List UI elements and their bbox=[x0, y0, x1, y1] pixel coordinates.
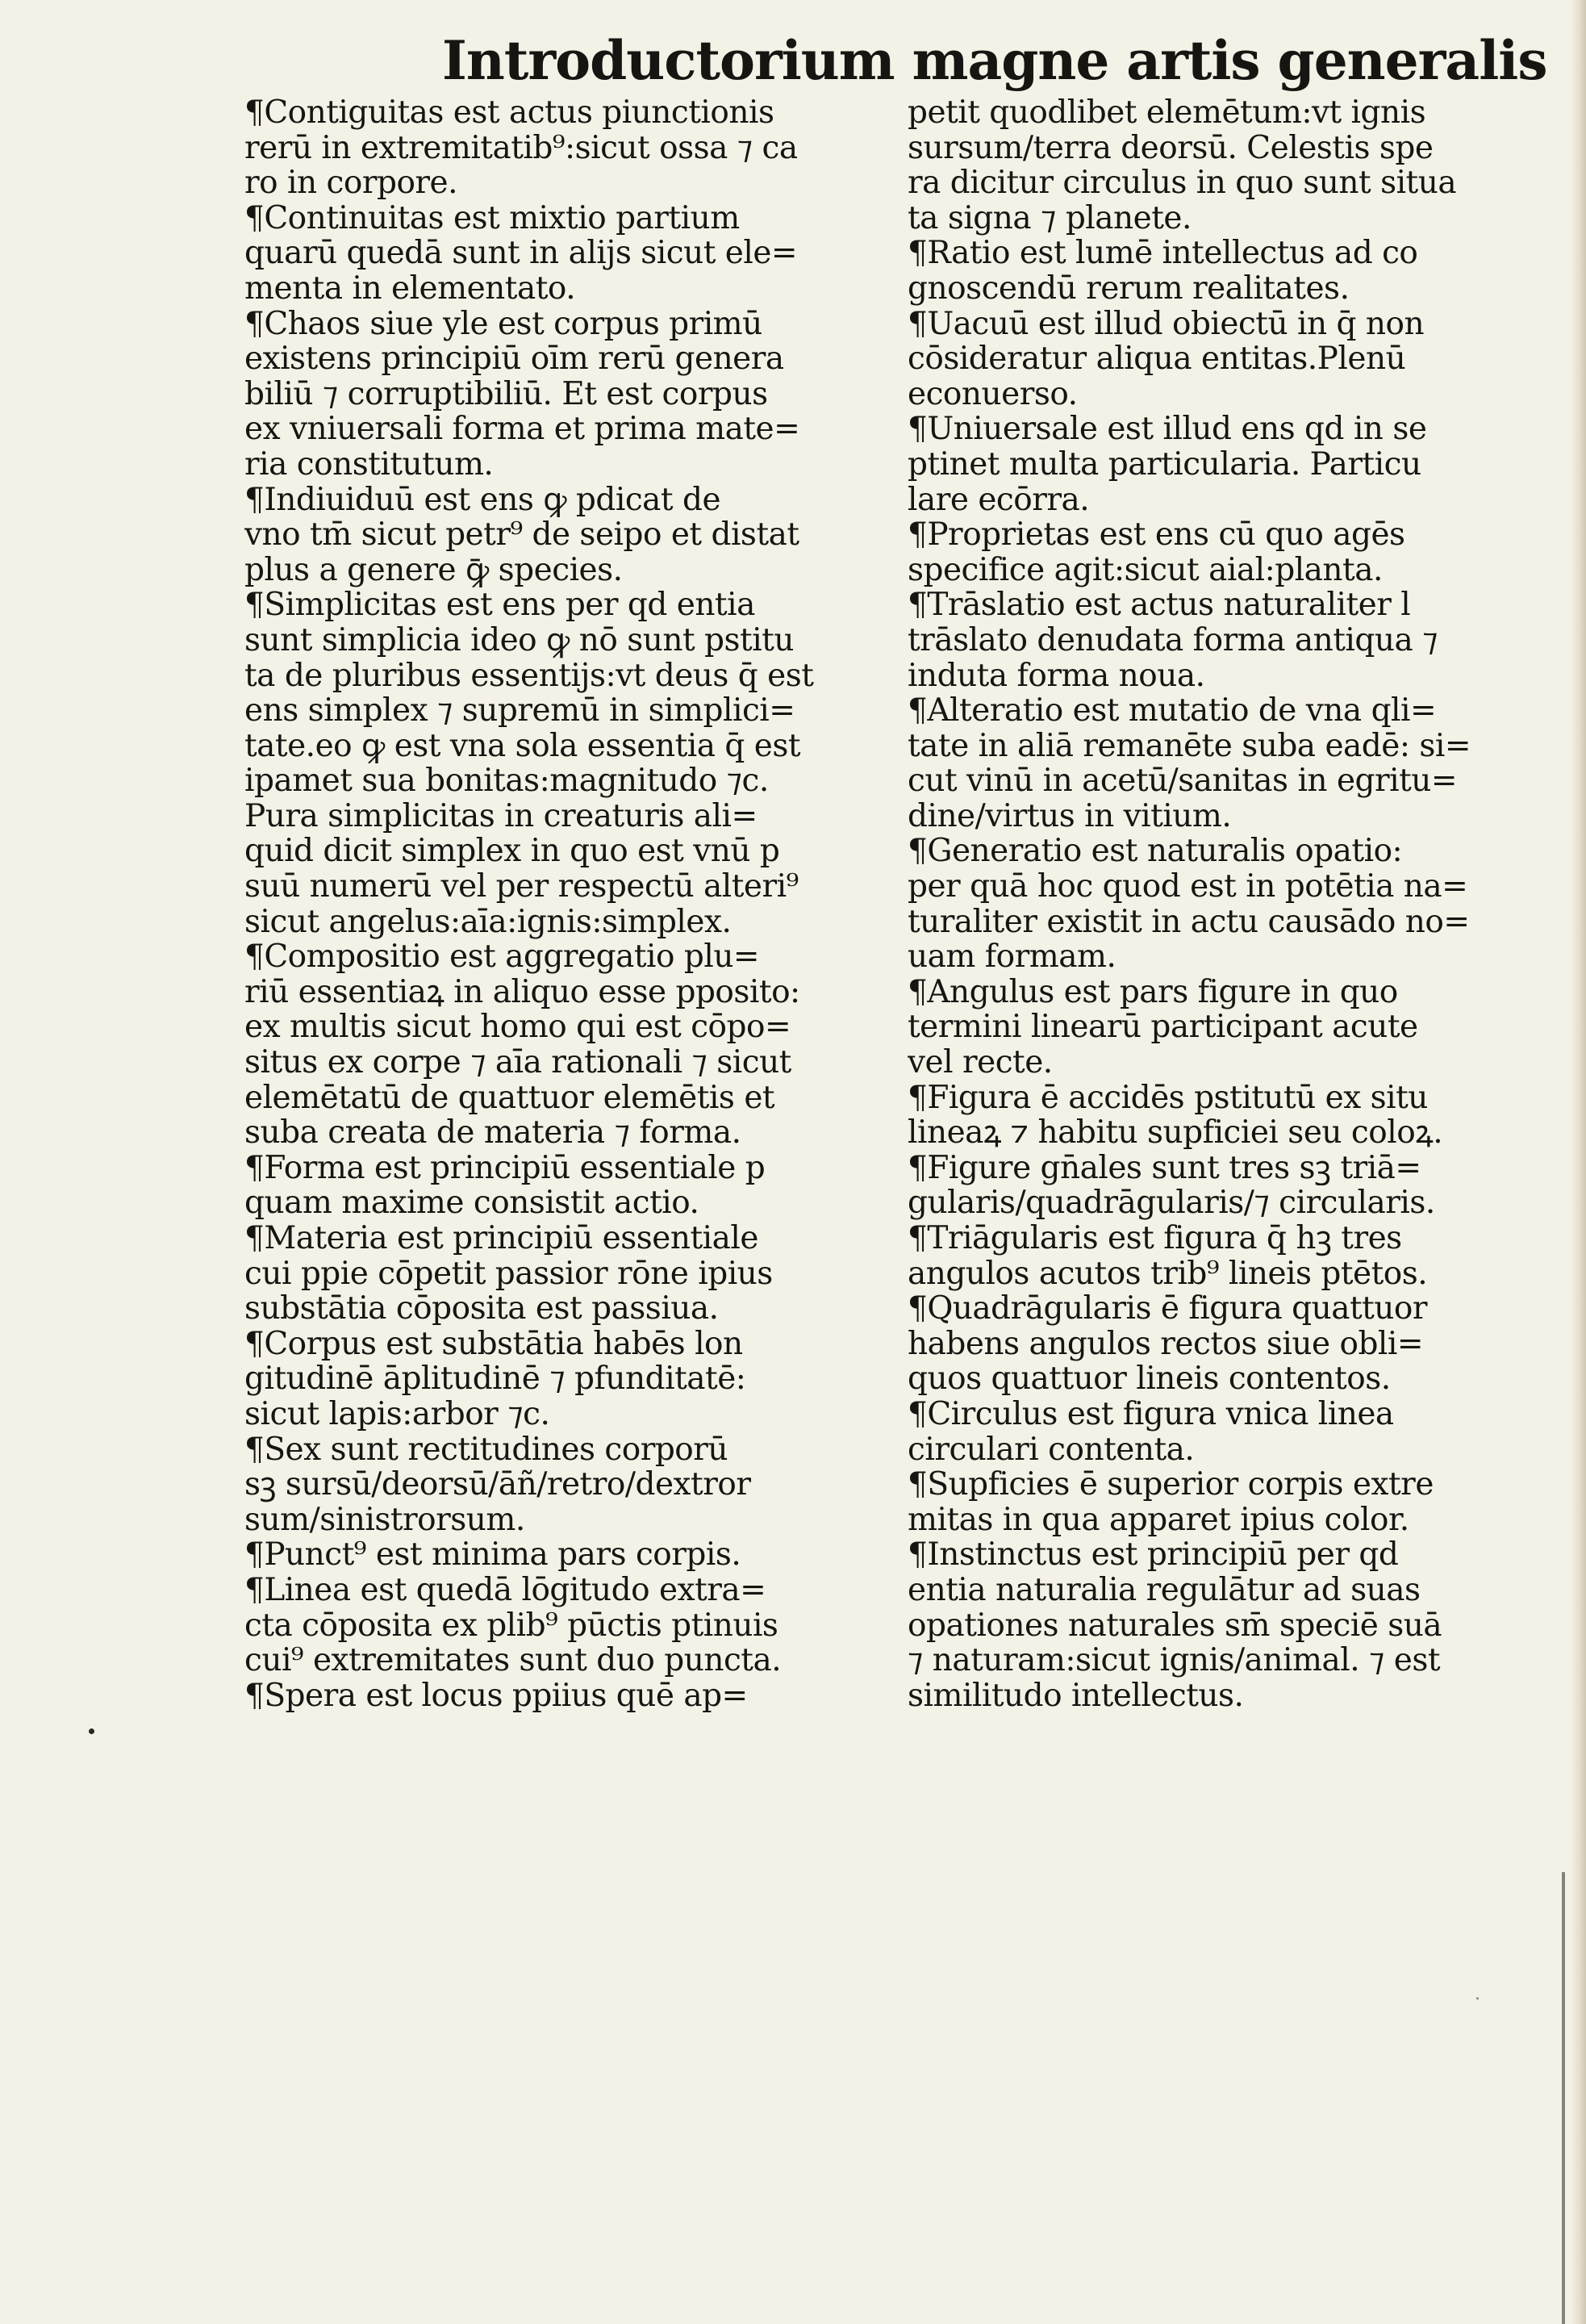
text-line: tate.eo ꝙ est vna sola essentia q̄ est bbox=[244, 728, 801, 764]
text-line: ¶Forma est principiū essentiale p bbox=[244, 1150, 766, 1186]
text-line: ta de pluribus essentijs:vt deus q̄ est bbox=[244, 658, 814, 694]
text-line: lineaꝝ ⁊ habitu supficiei seu coloꝝ. bbox=[908, 1115, 1443, 1151]
text-line: cui ppie cōpetit passior rōne ipius bbox=[244, 1256, 773, 1292]
text-line: ex vniuersali forma et prima mate= bbox=[244, 412, 800, 447]
text-line: ipamet sua bonitas:magnitudo ⁊c. bbox=[244, 763, 769, 799]
text-line: riū essentiaꝝ in aliquo esse pposito: bbox=[244, 974, 800, 1010]
text-line: opationes naturales sm̄ speciē suā bbox=[908, 1607, 1442, 1644]
text-line: ¶Figura ē accidēs pstitutū ex situ bbox=[908, 1080, 1428, 1116]
text-line: quos quattuor lineis contentos. bbox=[908, 1361, 1391, 1397]
text-line: ¶Generatio est naturalis opatio: bbox=[908, 834, 1403, 870]
text-line: ptinet multa particularia. Particu bbox=[908, 446, 1421, 483]
text-line: mitas in qua apparet ipius color. bbox=[908, 1502, 1409, 1538]
text-line: plus a genere ꝙ̄ species. bbox=[244, 552, 623, 588]
text-line: ¶Chaos siue yle est corpus primū bbox=[244, 306, 762, 342]
text-line: rerū in extremitatib⁹:sicut ossa ⁊ ca bbox=[244, 130, 798, 166]
text-line: ¶Instinctus est principiū per qd̄ bbox=[908, 1537, 1399, 1573]
text-line: vel recte. bbox=[908, 1045, 1053, 1080]
text-line: lare ecōrra. bbox=[908, 482, 1090, 518]
text-line: ex multis sicut homo qui est cōpo= bbox=[244, 1009, 791, 1046]
text-line: sicut lapis:arbor ⁊c. bbox=[244, 1396, 550, 1432]
text-line: ro in corpore. bbox=[244, 165, 458, 201]
text-line: similitudo intellectus. bbox=[908, 1678, 1244, 1714]
text-line: ¶Triāgularis est figura q̄ hꝫ tres bbox=[908, 1221, 1402, 1256]
left-column bbox=[244, 95, 890, 1713]
text-line: cut vinū in acetū/sanitas in egritu= bbox=[908, 763, 1458, 799]
text-line: uam formam. bbox=[908, 939, 1116, 975]
text-line: ⁊ naturam:sicut ignis/animal. ⁊ est bbox=[908, 1643, 1441, 1678]
text-line: sꝫ sursū/deorsū/āñ/retro/dextror bbox=[244, 1467, 751, 1503]
text-line: menta in elementato. bbox=[244, 270, 576, 307]
text-line: existens principiū oīm rerū genera bbox=[244, 341, 784, 377]
text-line: ¶Linea est quedā lōgitudo extra= bbox=[244, 1572, 766, 1608]
text-line: ¶Punct⁹ est minima pars corpis. bbox=[244, 1537, 741, 1573]
text-line: suū numerū vel per respectū alteri⁹ bbox=[244, 869, 799, 905]
text-line: tate in aliā remanēte suba eadē: si= bbox=[908, 728, 1471, 764]
ink-speck bbox=[1476, 1997, 1479, 2000]
text-line: econuerso. bbox=[908, 376, 1078, 412]
ink-speck bbox=[89, 1728, 94, 1734]
text-line: quam maxime consistit actio. bbox=[244, 1185, 699, 1221]
text-line: ¶Compositio est aggregatio plu= bbox=[244, 939, 760, 975]
text-line: ¶Uacuū est illud obiectū in q̄ non bbox=[908, 306, 1425, 342]
text-line: circulari contenta. bbox=[908, 1432, 1195, 1468]
text-line: gularis/quadrāgularis/⁊ circularis. bbox=[908, 1185, 1435, 1221]
text-line: cta cōposita ex plib⁹ pūctis ptinuis bbox=[244, 1607, 778, 1644]
text-line: ¶Continuitas est mixtio partium bbox=[244, 200, 740, 236]
text-line: per quā hoc quod est in potētia na= bbox=[908, 869, 1468, 905]
text-line: ¶Angulus est pars figure in quo bbox=[908, 974, 1398, 1010]
text-line: ¶Simplicitas est ens per qd̄ entia bbox=[244, 587, 755, 623]
text-line: situs ex corpe ⁊ aīa rationali ⁊ sicut bbox=[244, 1045, 791, 1080]
text-line: ¶Spera est locus ppiius quē ap= bbox=[244, 1678, 748, 1714]
text-line: petit quodlibet elemētum:vt ignis bbox=[908, 95, 1426, 131]
right-column bbox=[908, 95, 1553, 1713]
text-line: gitudinē āplitudinē ⁊ pfunditatē: bbox=[244, 1361, 746, 1397]
text-line: ¶Quadrāgularis ē figura quattuor bbox=[908, 1291, 1428, 1327]
text-line: habens angulos rectos siue obli= bbox=[908, 1326, 1424, 1362]
text-line: ¶Trāslatio est actus naturaliter l bbox=[908, 587, 1411, 623]
text-line: entia naturalia regulātur ad suas bbox=[908, 1572, 1421, 1608]
text-line: ¶Ratio est lumē intellectus ad co bbox=[908, 236, 1418, 271]
text-line: sunt simplicia ideo ꝙ nō sunt pstitu bbox=[244, 622, 794, 658]
text-line: sursum/terra deorsū. Celestis spe bbox=[908, 130, 1434, 166]
text-line: ¶Materia est principiū essentiale bbox=[244, 1221, 758, 1256]
text-line: ¶Circulus est figura vnica linea bbox=[908, 1396, 1394, 1432]
text-line: termini linearū participant acute bbox=[908, 1009, 1418, 1046]
text-line: quid dicit simplex in quo est vnū p bbox=[244, 834, 780, 870]
text-line: ens simplex ⁊ supremū in simplici= bbox=[244, 693, 795, 729]
text-line: cōsideratur aliqua entitas.Plenū bbox=[908, 341, 1406, 377]
text-line: elemētatū de quattuor elemētis et bbox=[244, 1080, 775, 1116]
text-line: cui⁹ extremitates sunt duo puncta. bbox=[244, 1643, 782, 1678]
text-line: suba creata de materia ⁊ forma. bbox=[244, 1115, 741, 1151]
text-line: specifice agit:sicut aial:planta. bbox=[908, 552, 1383, 588]
text-line: ¶Corpus est substātia habēs lon bbox=[244, 1326, 743, 1362]
page-edge-shadow bbox=[1562, 1872, 1565, 2324]
text-line: biliū ⁊ corruptibiliū. Et est corpus bbox=[244, 376, 768, 412]
text-line: quarū quedā sunt in alijs sicut ele= bbox=[244, 236, 798, 271]
text-line: ¶Indiuiduū est ens ꝙ pdicat de bbox=[244, 482, 721, 518]
text-line: dine/virtus in vitium. bbox=[908, 798, 1232, 834]
text-line: angulos acutos trib⁹ lineis ptētos. bbox=[908, 1256, 1428, 1292]
page-headline: Introductorium magne artis generalis bbox=[442, 29, 1547, 92]
text-line: gnoscendū rerum realitates. bbox=[908, 270, 1350, 307]
text-line: substātia cōposita est passiua. bbox=[244, 1291, 719, 1327]
text-line: sicut angelus:aīa:ignis:simplex. bbox=[244, 904, 732, 940]
page-edge bbox=[1570, 0, 1586, 2324]
text-line: turaliter existit in actu causādo no= bbox=[908, 904, 1470, 940]
text-line: ¶Figure gn̄ales sunt tres sꝫ triā= bbox=[908, 1150, 1421, 1186]
text-line: ¶Contiguitas est actus piunctionis bbox=[244, 95, 774, 131]
text-line: ¶Proprietas est ens cū quo agēs bbox=[908, 517, 1405, 553]
text-line: Pura simplicitas in creaturis ali= bbox=[244, 798, 758, 834]
text-line: ¶Alteratio est mutatio de vna qli= bbox=[908, 693, 1437, 729]
text-line: sum/sinistrorsum. bbox=[244, 1502, 525, 1538]
text-line: ria constitutum. bbox=[244, 446, 494, 483]
text-line: ¶Uniuersale est illud ens qd̄ in se bbox=[908, 412, 1427, 447]
text-line: ¶Sex sunt rectitudines corporū bbox=[244, 1432, 728, 1468]
text-line: vno tm̄ sicut petr⁹ de seipo et distat bbox=[244, 517, 799, 553]
text-line: ra dicitur circulus in quo sunt situa bbox=[908, 165, 1457, 201]
text-line: trāslato denudata forma antiqua ⁊ bbox=[908, 622, 1438, 658]
text-line: induta forma noua. bbox=[908, 658, 1205, 694]
text-line: ¶Supficies ē superior corpis extre bbox=[908, 1467, 1434, 1503]
text-line: ta signa ⁊ planete. bbox=[908, 200, 1192, 236]
